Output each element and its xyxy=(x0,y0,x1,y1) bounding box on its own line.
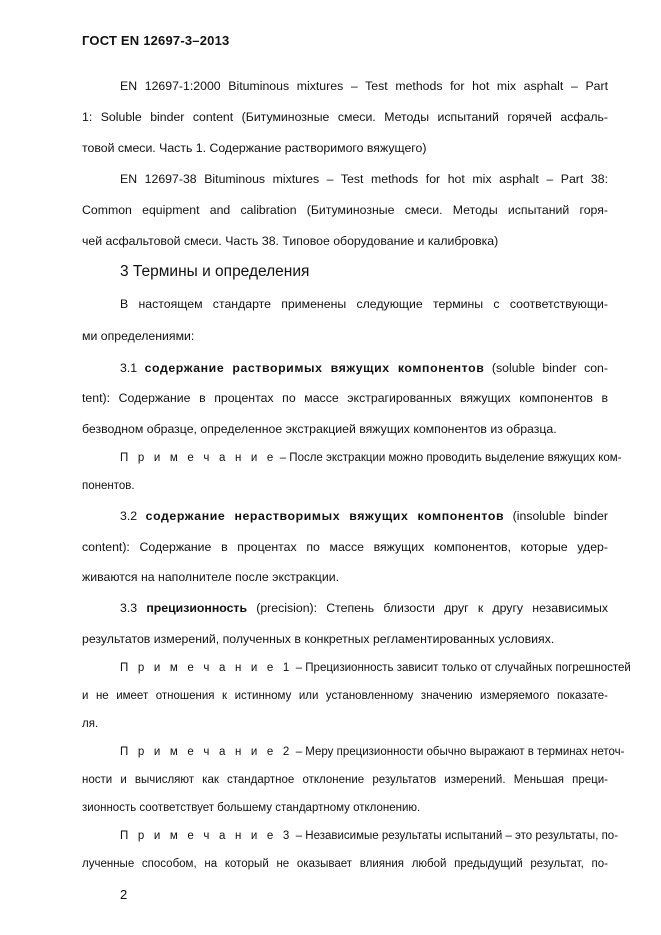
note1-line1 xyxy=(120,662,631,675)
page-number: 2 xyxy=(120,887,128,902)
section-heading: 3 Термины и определения xyxy=(120,263,310,280)
note3-line2: лученные способом, на который не оказывает влияния любой предыдущий результат, по- xyxy=(82,858,608,870)
ref2-line2: Common equipment and calibration (Битуминозные смеси. Методы испытаний горя- xyxy=(82,203,608,217)
note2-line1 xyxy=(120,746,625,759)
note2-line3: зионность соответствует большему стандартному отклонению. xyxy=(82,802,421,814)
document-header: ГОСТ EN 12697-3–2013 xyxy=(82,33,230,48)
term-name: содержание растворимых вяжущих компонентов xyxy=(144,361,485,375)
term-3-2-line1 xyxy=(120,510,608,522)
note-text: – Независимые результаты испытаний – это результаты, по- xyxy=(292,830,619,842)
note3-line1 xyxy=(120,830,619,843)
term-3-1-line3: безводном образце, определенное экстракцией вяжущих компонентов из образца. xyxy=(82,422,557,436)
ref2-line1: EN 12697-38 Bituminous mixtures – Test methods for hot mix asphalt – Part 38: xyxy=(120,172,608,186)
term-3-3-line1 xyxy=(120,602,608,614)
note-text: – Прецизионность зависит только от случайных погрешностей xyxy=(292,662,631,674)
term-number: 3.3 xyxy=(120,601,147,615)
term-name: прецизионность xyxy=(146,601,248,615)
term-number: 3.1 xyxy=(120,361,145,375)
note2-line2: ности и вычисляют как стандартное отклонение результатов измерений. Меньшая преци- xyxy=(82,774,608,786)
ref1-line2: 1: Soluble binder content (Битуминозные смеси. Методы испытаний горячей асфаль- xyxy=(82,110,608,124)
term-3-3-line2: результатов измерений, полученных в конкретных регламентированных условиях. xyxy=(82,632,555,646)
note-label: П р и м е ч а н и е xyxy=(120,452,277,464)
note-3-1-line1 xyxy=(120,452,622,465)
term-rest: (precision): Степень близости друг к другу независимых xyxy=(247,601,608,615)
ref1-line3: товой смеси. Часть 1. Содержание растворимого вяжущего) xyxy=(82,141,427,155)
ref1-line1: EN 12697-1:2000 Bituminous mixtures – Test methods for hot mix asphalt – Part xyxy=(120,79,608,93)
term-3-1-line1 xyxy=(120,362,608,374)
note-3-1-line2: понентов. xyxy=(82,480,135,492)
note-label: П р и м е ч а н и е 3 xyxy=(120,830,293,842)
term-3-2-line2: content): Содержание в процентах по массе вяжущих компонентов, которые удер- xyxy=(82,540,608,554)
note-text: – После экстракции можно проводить выделение вяжущих ком- xyxy=(276,452,622,464)
term-3-1-line2: tent): Содержание в процентах по массе экстрагированных вяжущих компонентов в xyxy=(82,391,608,405)
note-text: – Меру прецизионности обычно выражают в терминах неточ- xyxy=(292,746,625,758)
note1-line3: ля. xyxy=(82,718,99,730)
intro-line2: ми определениями: xyxy=(82,329,195,343)
term-name: содержание нерастворимых вяжущих компонентов xyxy=(145,509,505,523)
note1-line2: и не имеет отношения к истинному или установленному значению измеряемого показате- xyxy=(82,690,608,702)
note-label: П р и м е ч а н и е 2 xyxy=(120,746,293,758)
ref2-line3: чей асфальтовой смеси. Часть 38. Типовое оборудование и калибровка) xyxy=(82,234,499,248)
intro-line1: В настоящем стандарте применены следующие термины с соответствующи- xyxy=(120,297,608,311)
term-3-2-line3: живаются на наполнителе после экстракции. xyxy=(82,570,339,584)
term-rest: (soluble binder con- xyxy=(484,361,608,375)
term-rest: (insoluble binder xyxy=(504,509,608,523)
note-label: П р и м е ч а н и е 1 xyxy=(120,662,293,674)
term-number: 3.2 xyxy=(120,509,146,523)
